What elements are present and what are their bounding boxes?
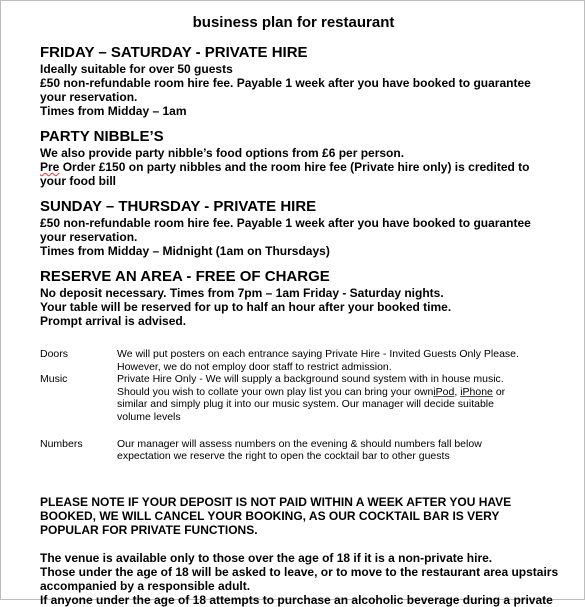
- heading-reserve-area: RESERVE AN AREA - FREE OF CHARGE: [40, 268, 330, 285]
- warning-line: BOOKED, WE WILL CANCEL YOUR BOOKING, AS OUR COCKTAIL BAR IS VERY: [40, 508, 500, 523]
- detail-line: volume levels: [117, 410, 181, 423]
- heading-sunday-thursday: SUNDAY – THURSDAY - PRIVATE HIRE: [40, 198, 317, 215]
- detail-label: Doors: [40, 348, 69, 360]
- section-friday-saturday: [40, 44, 560, 118]
- iphone-link[interactable]: iPhone: [460, 385, 493, 398]
- party-line: your food bill: [40, 174, 116, 188]
- reserve-line: No deposit necessary. Times from 7pm – 1am Friday - Saturday nights.: [40, 286, 444, 300]
- detail-text: [117, 438, 537, 463]
- friday-line: your reservation.: [40, 90, 138, 104]
- detail-row-doors: [40, 348, 560, 373]
- friday-line: £50 non-refundable room hire fee. Payable 1 week after you have booked to guarantee: [40, 76, 531, 90]
- detail-line: We will put posters on each entrance saying Private Hire - Invited Guests Only Please.: [117, 348, 519, 360]
- reserve-line: Prompt arrival is advised.: [40, 314, 187, 328]
- sunday-line: Times from Midday – Midnight (1am on Thursdays): [40, 244, 330, 258]
- detail-label: Music: [40, 373, 68, 386]
- warning-line: POPULAR FOR PRIVATE FUNCTIONS.: [40, 522, 258, 537]
- detail-line: expectation we reserve the right to open the cocktail bar to other guests: [117, 450, 450, 463]
- document-title: business plan for restaurant: [192, 14, 395, 31]
- section-sunday-thursday: [40, 198, 560, 258]
- detail-label: Numbers: [40, 437, 83, 450]
- detail-line-text: Should you wish to collate your own play list you can bring your own: [117, 385, 434, 398]
- deposit-warning: [40, 495, 560, 537]
- party-line: [40, 160, 560, 174]
- heading-party-nibbles: PARTY NIBBLE’S: [40, 128, 164, 145]
- friday-line: Times from Midday – 1am: [40, 104, 187, 118]
- heading-friday-saturday: FRIDAY – SATURDAY - PRIVATE HIRE: [40, 44, 308, 61]
- document-body: [40, 44, 560, 607]
- party-line: We also provide party nibble’s food options from £6 per person.: [40, 146, 405, 160]
- spellcheck-word: Pre: [40, 160, 60, 174]
- section-reserve-area: [40, 268, 560, 328]
- venue-line: accompanied by a responsible adult.: [40, 578, 251, 593]
- ipod-link[interactable]: iPod: [433, 385, 455, 398]
- detail-line-text: or: [492, 385, 506, 398]
- venue-line: The venue is available only to those over the age of 18 if it is a non-private hire.: [40, 550, 493, 565]
- sunday-line: your reservation.: [40, 230, 138, 244]
- reserve-line: Your table will be reserved for up to half an hour after your booked time.: [40, 300, 452, 314]
- age-policy: [40, 551, 560, 607]
- warning-line: PLEASE NOTE IF YOUR DEPOSIT IS NOT PAID WITHIN A WEEK AFTER YOU HAVE: [40, 494, 512, 509]
- detail-line: However, we do not employ door staff to restrict admission.: [117, 360, 392, 373]
- detail-text: [117, 348, 537, 373]
- detail-row-music: [40, 373, 560, 423]
- party-line-text: Order £150 on party nibbles and the room hire fee (Private hire only) is credited to: [59, 160, 530, 174]
- venue-line: If anyone under the age of 18 attempts to purchase an alcoholic beverage during a private: [40, 592, 553, 607]
- detail-text: [117, 373, 537, 423]
- detail-line: similar and simply plug it into our music system. Our manager will decide suitable: [117, 398, 494, 411]
- section-party-nibbles: [40, 128, 560, 188]
- venue-line: Those under the age of 18 will be asked to leave, or to move to the restaurant area upstairs: [40, 564, 559, 579]
- detail-line-text: ,: [454, 385, 461, 398]
- friday-line: Ideally suitable for over 50 guests: [40, 62, 233, 76]
- sunday-line: £50 non-refundable room hire fee. Payable 1 week after you have booked to guarantee: [40, 216, 531, 230]
- detail-line: [117, 386, 537, 399]
- details-table: [40, 348, 560, 463]
- detail-line: Our manager will assess numbers on the evening & should numbers fall below: [117, 437, 482, 450]
- detail-row-numbers: [40, 438, 560, 463]
- detail-line: Private Hire Only - We will supply a background sound system with in house music.: [117, 373, 504, 386]
